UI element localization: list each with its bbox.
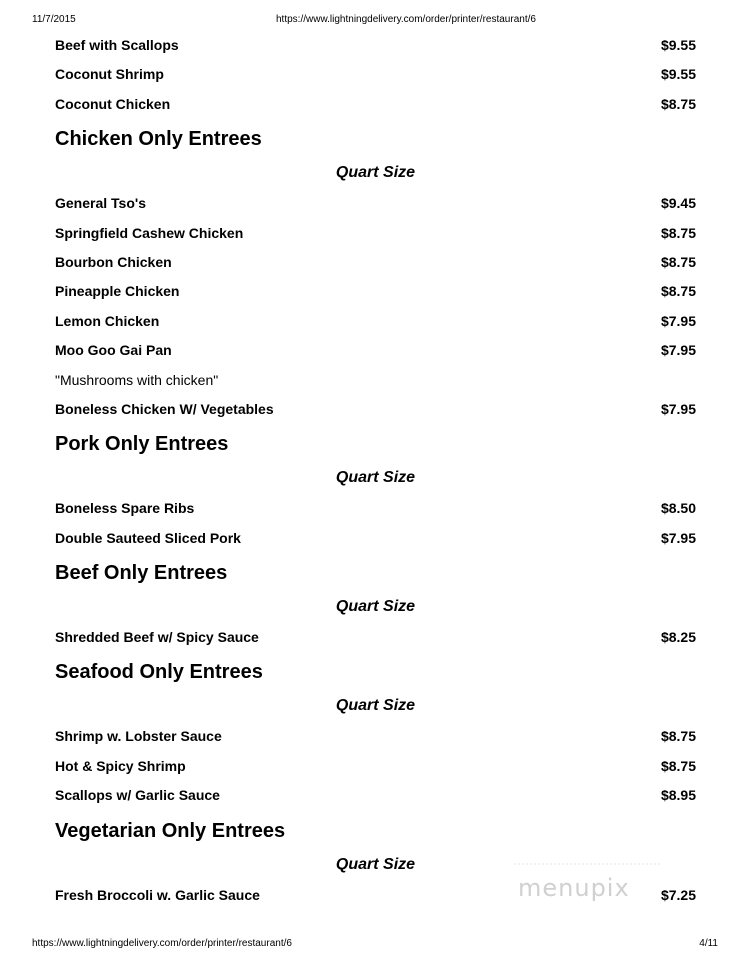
item-price: $8.75	[660, 224, 696, 241]
menu-item	[55, 219, 696, 248]
menu-item	[55, 189, 696, 218]
item-price: $7.95	[660, 312, 696, 329]
item-price: $7.95	[660, 400, 696, 417]
size-label: Quart Size	[335, 855, 416, 873]
menu-item	[55, 524, 696, 553]
size-label: Quart Size	[335, 598, 416, 616]
section-vegetarian	[55, 812, 696, 910]
menu-item	[55, 494, 696, 523]
menu-item	[55, 623, 696, 652]
print-url: https://www.lightningdelivery.com/order/printer/restaurant/6	[276, 14, 536, 25]
print-footer	[32, 938, 718, 952]
print-date: 11/7/2015	[32, 14, 76, 25]
item-name: Pineapple Chicken	[55, 283, 180, 300]
item-price: $8.75	[660, 253, 696, 270]
section-title: Pork Only Entrees	[55, 433, 229, 456]
menu	[55, 31, 696, 910]
item-price: $8.75	[660, 757, 696, 774]
item-price: $8.75	[660, 283, 696, 300]
item-price: $9.45	[660, 195, 696, 212]
item-name: Boneless Chicken W/ Vegetables	[55, 400, 274, 417]
menu-item	[55, 722, 696, 751]
menu-item	[55, 307, 696, 336]
section-seafood	[55, 653, 696, 810]
menu-item	[55, 881, 696, 910]
item-name: Double Sauteed Sliced Pork	[55, 529, 241, 546]
item-name: Springfield Cashew Chicken	[55, 224, 244, 241]
item-name: Hot & Spicy Shrimp	[55, 757, 186, 774]
item-price: $8.95	[660, 787, 696, 804]
menu-item	[55, 60, 696, 89]
watermark-text: menupix	[518, 874, 630, 902]
section-title: Chicken Only Entrees	[55, 128, 262, 151]
item-price: $8.75	[660, 728, 696, 745]
item-name: Coconut Chicken	[55, 95, 171, 112]
menu-item	[55, 781, 696, 810]
item-name: Boneless Spare Ribs	[55, 500, 195, 517]
item-name: Shrimp w. Lobster Sauce	[55, 728, 222, 745]
item-name: Bourbon Chicken	[55, 253, 172, 270]
size-label: Quart Size	[335, 697, 416, 715]
section-beef	[55, 554, 696, 652]
menu-item	[55, 395, 696, 424]
menu-item	[55, 90, 696, 119]
menu-item	[55, 752, 696, 781]
section-chicken	[55, 120, 696, 424]
item-price: $9.55	[660, 37, 696, 53]
item-name: Coconut Shrimp	[55, 66, 164, 83]
section-pork	[55, 425, 696, 553]
menu-item	[55, 336, 696, 365]
item-name: Scallops w/ Garlic Sauce	[55, 787, 220, 804]
item-price: $9.55	[660, 66, 696, 83]
top-items-list	[55, 31, 696, 119]
item-price: $8.75	[660, 95, 696, 112]
item-price: $7.95	[660, 529, 696, 546]
item-price: $7.95	[660, 342, 696, 359]
item-note-text: "Mushrooms with chicken"	[55, 371, 219, 388]
item-price: $8.25	[660, 629, 696, 646]
item-name: Shredded Beef w/ Spicy Sauce	[55, 629, 259, 646]
item-price: $8.50	[660, 500, 696, 517]
item-name: Beef with Scallops	[55, 37, 179, 53]
print-header	[32, 14, 718, 28]
menu-item	[55, 248, 696, 277]
item-name: Lemon Chicken	[55, 312, 160, 329]
size-label: Quart Size	[335, 469, 416, 487]
section-title: Beef Only Entrees	[55, 562, 228, 585]
size-label: Quart Size	[335, 164, 416, 182]
item-note	[55, 366, 696, 395]
item-price: $7.25	[660, 886, 696, 903]
footer-url: https://www.lightningdelivery.com/order/printer/restaurant/6	[32, 938, 292, 949]
menu-item	[55, 31, 696, 60]
section-title: Vegetarian Only Entrees	[55, 819, 286, 842]
section-title: Seafood Only Entrees	[55, 661, 263, 684]
item-name: Moo Goo Gai Pan	[55, 342, 172, 359]
item-name: Fresh Broccoli w. Garlic Sauce	[55, 886, 260, 903]
item-name: General Tso's	[55, 195, 146, 212]
page-number: 4/11	[699, 938, 718, 949]
menu-item	[55, 277, 696, 306]
